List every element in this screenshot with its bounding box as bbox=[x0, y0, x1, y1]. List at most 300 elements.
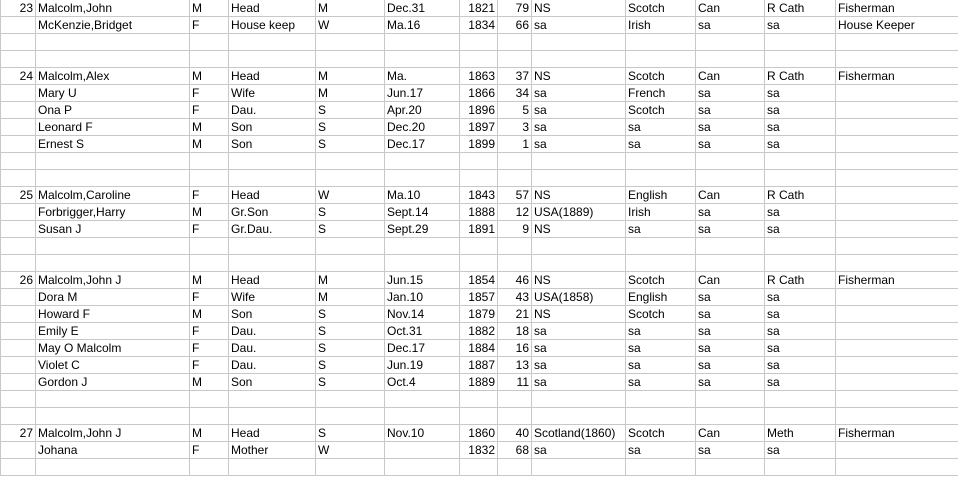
cell-nationality[interactable]: sa bbox=[696, 102, 765, 119]
cell-marital-status[interactable] bbox=[316, 238, 385, 255]
cell-relation[interactable]: Wife bbox=[229, 85, 316, 102]
cell-birth-date[interactable]: Dec.17 bbox=[385, 340, 460, 357]
cell-marital-status[interactable] bbox=[316, 170, 385, 187]
cell-origin[interactable] bbox=[626, 408, 696, 425]
cell-household-number[interactable] bbox=[1, 51, 36, 68]
cell-relation[interactable]: Son bbox=[229, 119, 316, 136]
cell-relation[interactable]: Dau. bbox=[229, 357, 316, 374]
cell-birth-date[interactable]: Dec.20 bbox=[385, 119, 460, 136]
cell-occupation[interactable] bbox=[836, 442, 958, 459]
cell-name[interactable]: Violet C bbox=[36, 357, 190, 374]
cell-nationality[interactable] bbox=[696, 408, 765, 425]
cell-origin[interactable]: English bbox=[626, 289, 696, 306]
cell-marital-status[interactable] bbox=[316, 391, 385, 408]
cell-household-number[interactable] bbox=[1, 306, 36, 323]
cell-birth-date[interactable]: Jun.17 bbox=[385, 85, 460, 102]
cell-sex[interactable]: F bbox=[190, 357, 229, 374]
cell-birth-date[interactable]: Oct.31 bbox=[385, 323, 460, 340]
cell-age[interactable]: 37 bbox=[498, 68, 532, 85]
cell-nationality[interactable] bbox=[696, 255, 765, 272]
cell-origin[interactable]: Irish bbox=[626, 204, 696, 221]
cell-marital-status[interactable]: S bbox=[316, 102, 385, 119]
cell-age[interactable] bbox=[498, 391, 532, 408]
cell-birthplace[interactable] bbox=[532, 459, 626, 476]
cell-birthplace[interactable]: sa bbox=[532, 442, 626, 459]
cell-nationality[interactable] bbox=[696, 238, 765, 255]
cell-occupation[interactable] bbox=[836, 238, 958, 255]
cell-name[interactable]: Malcolm,Alex bbox=[36, 68, 190, 85]
cell-relation[interactable]: House keep bbox=[229, 17, 316, 34]
cell-age[interactable]: 66 bbox=[498, 17, 532, 34]
cell-occupation[interactable] bbox=[836, 51, 958, 68]
cell-sex[interactable] bbox=[190, 391, 229, 408]
cell-birthplace[interactable]: USA(1858) bbox=[532, 289, 626, 306]
cell-relation[interactable]: Wife bbox=[229, 289, 316, 306]
cell-religion[interactable] bbox=[765, 51, 836, 68]
cell-household-number[interactable] bbox=[1, 459, 36, 476]
cell-nationality[interactable]: Can bbox=[696, 272, 765, 289]
cell-birthplace[interactable]: sa bbox=[532, 85, 626, 102]
cell-age[interactable]: 40 bbox=[498, 425, 532, 442]
cell-marital-status[interactable] bbox=[316, 51, 385, 68]
cell-household-number[interactable] bbox=[1, 374, 36, 391]
cell-birth-year[interactable]: 1889 bbox=[460, 374, 498, 391]
cell-birth-year[interactable]: 1882 bbox=[460, 323, 498, 340]
cell-birthplace[interactable]: sa bbox=[532, 17, 626, 34]
cell-name[interactable] bbox=[36, 51, 190, 68]
cell-nationality[interactable]: sa bbox=[696, 221, 765, 238]
cell-household-number[interactable] bbox=[1, 255, 36, 272]
cell-occupation[interactable]: Fisherman bbox=[836, 272, 958, 289]
cell-religion[interactable] bbox=[765, 153, 836, 170]
cell-birthplace[interactable]: NS bbox=[532, 187, 626, 204]
cell-nationality[interactable]: sa bbox=[696, 323, 765, 340]
cell-age[interactable]: 11 bbox=[498, 374, 532, 391]
cell-birthplace[interactable] bbox=[532, 255, 626, 272]
cell-occupation[interactable] bbox=[836, 170, 958, 187]
cell-sex[interactable] bbox=[190, 459, 229, 476]
cell-household-number[interactable] bbox=[1, 340, 36, 357]
cell-occupation[interactable] bbox=[836, 459, 958, 476]
cell-name[interactable]: Mary U bbox=[36, 85, 190, 102]
cell-household-number[interactable] bbox=[1, 17, 36, 34]
cell-birthplace[interactable] bbox=[532, 153, 626, 170]
cell-birthplace[interactable]: sa bbox=[532, 323, 626, 340]
cell-origin[interactable]: sa bbox=[626, 374, 696, 391]
cell-birth-date[interactable] bbox=[385, 408, 460, 425]
cell-origin[interactable] bbox=[626, 255, 696, 272]
cell-sex[interactable]: F bbox=[190, 85, 229, 102]
cell-religion[interactable] bbox=[765, 170, 836, 187]
cell-nationality[interactable]: sa bbox=[696, 204, 765, 221]
cell-marital-status[interactable]: S bbox=[316, 306, 385, 323]
cell-nationality[interactable]: sa bbox=[696, 119, 765, 136]
cell-sex[interactable] bbox=[190, 408, 229, 425]
cell-name[interactable]: Susan J bbox=[36, 221, 190, 238]
cell-birthplace[interactable]: Scotland(1860) bbox=[532, 425, 626, 442]
cell-religion[interactable]: sa bbox=[765, 221, 836, 238]
cell-sex[interactable] bbox=[190, 51, 229, 68]
cell-age[interactable]: 16 bbox=[498, 340, 532, 357]
cell-name[interactable] bbox=[36, 34, 190, 51]
cell-origin[interactable]: sa bbox=[626, 136, 696, 153]
cell-occupation[interactable] bbox=[836, 85, 958, 102]
cell-birth-date[interactable]: Dec.17 bbox=[385, 136, 460, 153]
cell-age[interactable] bbox=[498, 153, 532, 170]
cell-nationality[interactable] bbox=[696, 51, 765, 68]
cell-age[interactable]: 34 bbox=[498, 85, 532, 102]
cell-name[interactable]: Howard F bbox=[36, 306, 190, 323]
cell-birth-date[interactable]: Sept.29 bbox=[385, 221, 460, 238]
cell-marital-status[interactable]: S bbox=[316, 204, 385, 221]
cell-marital-status[interactable]: M bbox=[316, 272, 385, 289]
cell-origin[interactable]: French bbox=[626, 85, 696, 102]
cell-occupation[interactable] bbox=[836, 102, 958, 119]
cell-birth-year[interactable]: 1899 bbox=[460, 136, 498, 153]
cell-religion[interactable]: sa bbox=[765, 323, 836, 340]
cell-religion[interactable]: sa bbox=[765, 306, 836, 323]
cell-occupation[interactable] bbox=[836, 374, 958, 391]
cell-religion[interactable]: sa bbox=[765, 357, 836, 374]
cell-relation[interactable]: Gr.Dau. bbox=[229, 221, 316, 238]
cell-sex[interactable]: M bbox=[190, 204, 229, 221]
cell-sex[interactable] bbox=[190, 255, 229, 272]
cell-birth-date[interactable]: Sept.14 bbox=[385, 204, 460, 221]
cell-marital-status[interactable] bbox=[316, 459, 385, 476]
cell-relation[interactable] bbox=[229, 391, 316, 408]
cell-nationality[interactable]: Can bbox=[696, 187, 765, 204]
cell-nationality[interactable]: sa bbox=[696, 136, 765, 153]
cell-sex[interactable]: M bbox=[190, 425, 229, 442]
cell-household-number[interactable] bbox=[1, 408, 36, 425]
cell-birth-date[interactable] bbox=[385, 255, 460, 272]
cell-origin[interactable]: Scotch bbox=[626, 425, 696, 442]
cell-occupation[interactable] bbox=[836, 289, 958, 306]
cell-relation[interactable] bbox=[229, 255, 316, 272]
cell-sex[interactable] bbox=[190, 238, 229, 255]
cell-household-number[interactable]: 23 bbox=[1, 0, 36, 17]
cell-sex[interactable]: F bbox=[190, 187, 229, 204]
cell-birthplace[interactable]: NS bbox=[532, 0, 626, 17]
cell-birth-year[interactable]: 1866 bbox=[460, 85, 498, 102]
cell-nationality[interactable]: sa bbox=[696, 340, 765, 357]
cell-nationality[interactable]: sa bbox=[696, 306, 765, 323]
cell-nationality[interactable]: sa bbox=[696, 442, 765, 459]
cell-age[interactable]: 5 bbox=[498, 102, 532, 119]
cell-name[interactable]: Dora M bbox=[36, 289, 190, 306]
cell-nationality[interactable] bbox=[696, 459, 765, 476]
cell-relation[interactable]: Dau. bbox=[229, 340, 316, 357]
cell-marital-status[interactable] bbox=[316, 255, 385, 272]
cell-birth-year[interactable] bbox=[460, 459, 498, 476]
cell-age[interactable]: 18 bbox=[498, 323, 532, 340]
cell-age[interactable]: 68 bbox=[498, 442, 532, 459]
cell-origin[interactable]: English bbox=[626, 187, 696, 204]
cell-origin[interactable] bbox=[626, 153, 696, 170]
cell-occupation[interactable]: Fisherman bbox=[836, 68, 958, 85]
cell-birth-date[interactable]: Dec.31 bbox=[385, 0, 460, 17]
cell-origin[interactable] bbox=[626, 170, 696, 187]
cell-origin[interactable]: sa bbox=[626, 340, 696, 357]
cell-marital-status[interactable]: W bbox=[316, 442, 385, 459]
cell-sex[interactable] bbox=[190, 153, 229, 170]
cell-nationality[interactable] bbox=[696, 170, 765, 187]
cell-origin[interactable] bbox=[626, 34, 696, 51]
cell-age[interactable]: 9 bbox=[498, 221, 532, 238]
cell-name[interactable]: Ona P bbox=[36, 102, 190, 119]
cell-birth-date[interactable]: Nov.10 bbox=[385, 425, 460, 442]
cell-birthplace[interactable]: NS bbox=[532, 68, 626, 85]
cell-birth-date[interactable] bbox=[385, 442, 460, 459]
cell-religion[interactable]: sa bbox=[765, 136, 836, 153]
cell-religion[interactable]: R Cath bbox=[765, 68, 836, 85]
cell-birth-year[interactable]: 1857 bbox=[460, 289, 498, 306]
cell-birth-year[interactable]: 1821 bbox=[460, 0, 498, 17]
cell-relation[interactable] bbox=[229, 170, 316, 187]
cell-age[interactable] bbox=[498, 34, 532, 51]
cell-nationality[interactable] bbox=[696, 391, 765, 408]
cell-birth-year[interactable]: 1891 bbox=[460, 221, 498, 238]
cell-sex[interactable]: M bbox=[190, 0, 229, 17]
cell-name[interactable] bbox=[36, 255, 190, 272]
cell-birth-year[interactable] bbox=[460, 153, 498, 170]
cell-occupation[interactable] bbox=[836, 391, 958, 408]
cell-birth-year[interactable] bbox=[460, 238, 498, 255]
cell-occupation[interactable] bbox=[836, 340, 958, 357]
cell-marital-status[interactable] bbox=[316, 408, 385, 425]
cell-religion[interactable] bbox=[765, 459, 836, 476]
cell-origin[interactable]: sa bbox=[626, 323, 696, 340]
cell-sex[interactable]: M bbox=[190, 136, 229, 153]
cell-birth-year[interactable]: 1854 bbox=[460, 272, 498, 289]
cell-name[interactable]: Malcolm,John J bbox=[36, 425, 190, 442]
cell-name[interactable] bbox=[36, 170, 190, 187]
cell-birthplace[interactable]: sa bbox=[532, 374, 626, 391]
cell-marital-status[interactable]: S bbox=[316, 374, 385, 391]
cell-religion[interactable]: sa bbox=[765, 102, 836, 119]
cell-household-number[interactable]: 26 bbox=[1, 272, 36, 289]
cell-name[interactable]: Forbrigger,Harry bbox=[36, 204, 190, 221]
cell-occupation[interactable] bbox=[836, 136, 958, 153]
cell-birth-year[interactable]: 1843 bbox=[460, 187, 498, 204]
cell-age[interactable] bbox=[498, 408, 532, 425]
cell-occupation[interactable] bbox=[836, 119, 958, 136]
cell-birthplace[interactable]: sa bbox=[532, 340, 626, 357]
cell-marital-status[interactable]: S bbox=[316, 425, 385, 442]
cell-marital-status[interactable] bbox=[316, 153, 385, 170]
cell-relation[interactable]: Head bbox=[229, 272, 316, 289]
cell-birth-year[interactable]: 1897 bbox=[460, 119, 498, 136]
cell-name[interactable] bbox=[36, 391, 190, 408]
cell-household-number[interactable] bbox=[1, 323, 36, 340]
cell-birth-year[interactable]: 1860 bbox=[460, 425, 498, 442]
cell-origin[interactable] bbox=[626, 51, 696, 68]
cell-marital-status[interactable]: S bbox=[316, 323, 385, 340]
cell-household-number[interactable] bbox=[1, 85, 36, 102]
cell-birth-year[interactable]: 1879 bbox=[460, 306, 498, 323]
cell-religion[interactable]: R Cath bbox=[765, 272, 836, 289]
cell-occupation[interactable] bbox=[836, 255, 958, 272]
cell-relation[interactable]: Dau. bbox=[229, 102, 316, 119]
cell-household-number[interactable] bbox=[1, 136, 36, 153]
cell-marital-status[interactable]: S bbox=[316, 136, 385, 153]
cell-household-number[interactable] bbox=[1, 289, 36, 306]
cell-relation[interactable] bbox=[229, 459, 316, 476]
cell-relation[interactable]: Gr.Son bbox=[229, 204, 316, 221]
cell-occupation[interactable] bbox=[836, 306, 958, 323]
cell-birth-date[interactable]: Jan.10 bbox=[385, 289, 460, 306]
cell-nationality[interactable]: Can bbox=[696, 0, 765, 17]
cell-name[interactable]: Leonard F bbox=[36, 119, 190, 136]
cell-birthplace[interactable]: USA(1889) bbox=[532, 204, 626, 221]
cell-relation[interactable]: Son bbox=[229, 136, 316, 153]
cell-nationality[interactable]: sa bbox=[696, 85, 765, 102]
cell-birth-year[interactable] bbox=[460, 255, 498, 272]
cell-birth-date[interactable]: Apr.20 bbox=[385, 102, 460, 119]
cell-household-number[interactable] bbox=[1, 34, 36, 51]
cell-religion[interactable] bbox=[765, 408, 836, 425]
cell-birth-date[interactable]: Jun.19 bbox=[385, 357, 460, 374]
cell-birth-year[interactable]: 1884 bbox=[460, 340, 498, 357]
cell-household-number[interactable] bbox=[1, 442, 36, 459]
cell-origin[interactable] bbox=[626, 459, 696, 476]
cell-religion[interactable]: sa bbox=[765, 119, 836, 136]
cell-occupation[interactable]: House Keeper bbox=[836, 17, 958, 34]
cell-birthplace[interactable]: sa bbox=[532, 119, 626, 136]
cell-origin[interactable]: sa bbox=[626, 357, 696, 374]
cell-occupation[interactable] bbox=[836, 153, 958, 170]
cell-origin[interactable]: Scotch bbox=[626, 102, 696, 119]
cell-nationality[interactable]: sa bbox=[696, 289, 765, 306]
cell-sex[interactable]: F bbox=[190, 289, 229, 306]
cell-religion[interactable]: sa bbox=[765, 374, 836, 391]
cell-age[interactable] bbox=[498, 170, 532, 187]
cell-name[interactable] bbox=[36, 408, 190, 425]
cell-nationality[interactable]: sa bbox=[696, 374, 765, 391]
cell-birth-year[interactable] bbox=[460, 391, 498, 408]
cell-nationality[interactable] bbox=[696, 153, 765, 170]
cell-sex[interactable]: F bbox=[190, 102, 229, 119]
cell-birthplace[interactable]: NS bbox=[532, 272, 626, 289]
cell-birth-date[interactable] bbox=[385, 153, 460, 170]
cell-birth-date[interactable]: Nov.14 bbox=[385, 306, 460, 323]
cell-birthplace[interactable] bbox=[532, 170, 626, 187]
cell-relation[interactable]: Son bbox=[229, 374, 316, 391]
cell-religion[interactable]: sa bbox=[765, 289, 836, 306]
cell-age[interactable]: 43 bbox=[498, 289, 532, 306]
cell-marital-status[interactable]: M bbox=[316, 68, 385, 85]
cell-household-number[interactable] bbox=[1, 238, 36, 255]
cell-birthplace[interactable]: NS bbox=[532, 221, 626, 238]
cell-religion[interactable]: sa bbox=[765, 204, 836, 221]
cell-name[interactable]: Malcolm,Caroline bbox=[36, 187, 190, 204]
cell-birth-year[interactable] bbox=[460, 34, 498, 51]
cell-household-number[interactable] bbox=[1, 221, 36, 238]
cell-relation[interactable]: Head bbox=[229, 0, 316, 17]
cell-origin[interactable]: Scotch bbox=[626, 272, 696, 289]
cell-sex[interactable]: F bbox=[190, 221, 229, 238]
cell-birthplace[interactable]: sa bbox=[532, 136, 626, 153]
cell-nationality[interactable]: sa bbox=[696, 17, 765, 34]
cell-name[interactable]: Malcolm,John bbox=[36, 0, 190, 17]
cell-age[interactable] bbox=[498, 255, 532, 272]
cell-relation[interactable] bbox=[229, 238, 316, 255]
cell-birthplace[interactable] bbox=[532, 238, 626, 255]
cell-relation[interactable]: Head bbox=[229, 68, 316, 85]
cell-age[interactable]: 12 bbox=[498, 204, 532, 221]
cell-relation[interactable]: Mother bbox=[229, 442, 316, 459]
cell-marital-status[interactable]: M bbox=[316, 85, 385, 102]
cell-age[interactable]: 57 bbox=[498, 187, 532, 204]
cell-birth-year[interactable]: 1834 bbox=[460, 17, 498, 34]
cell-relation[interactable] bbox=[229, 51, 316, 68]
cell-sex[interactable]: F bbox=[190, 17, 229, 34]
cell-nationality[interactable]: Can bbox=[696, 425, 765, 442]
cell-sex[interactable]: M bbox=[190, 119, 229, 136]
cell-age[interactable]: 79 bbox=[498, 0, 532, 17]
cell-relation[interactable] bbox=[229, 34, 316, 51]
cell-relation[interactable]: Head bbox=[229, 187, 316, 204]
cell-age[interactable]: 1 bbox=[498, 136, 532, 153]
cell-birth-year[interactable] bbox=[460, 408, 498, 425]
cell-occupation[interactable] bbox=[836, 204, 958, 221]
cell-religion[interactable]: sa bbox=[765, 340, 836, 357]
cell-religion[interactable] bbox=[765, 255, 836, 272]
cell-household-number[interactable]: 25 bbox=[1, 187, 36, 204]
cell-nationality[interactable]: Can bbox=[696, 68, 765, 85]
cell-age[interactable]: 13 bbox=[498, 357, 532, 374]
cell-religion[interactable]: Meth bbox=[765, 425, 836, 442]
cell-birth-year[interactable]: 1832 bbox=[460, 442, 498, 459]
cell-household-number[interactable] bbox=[1, 170, 36, 187]
cell-birthplace[interactable]: sa bbox=[532, 102, 626, 119]
cell-birthplace[interactable] bbox=[532, 408, 626, 425]
cell-relation[interactable]: Dau. bbox=[229, 323, 316, 340]
cell-name[interactable]: McKenzie,Bridget bbox=[36, 17, 190, 34]
cell-origin[interactable]: Scotch bbox=[626, 68, 696, 85]
cell-religion[interactable] bbox=[765, 391, 836, 408]
cell-origin[interactable]: Irish bbox=[626, 17, 696, 34]
cell-origin[interactable]: sa bbox=[626, 442, 696, 459]
cell-marital-status[interactable]: S bbox=[316, 340, 385, 357]
cell-origin[interactable]: Scotch bbox=[626, 306, 696, 323]
cell-marital-status[interactable] bbox=[316, 34, 385, 51]
cell-sex[interactable]: F bbox=[190, 340, 229, 357]
cell-birth-date[interactable] bbox=[385, 51, 460, 68]
cell-household-number[interactable] bbox=[1, 119, 36, 136]
cell-name[interactable] bbox=[36, 459, 190, 476]
cell-occupation[interactable]: Fisherman bbox=[836, 0, 958, 17]
cell-age[interactable]: 3 bbox=[498, 119, 532, 136]
cell-name[interactable]: Ernest S bbox=[36, 136, 190, 153]
cell-occupation[interactable] bbox=[836, 34, 958, 51]
cell-birth-date[interactable] bbox=[385, 459, 460, 476]
cell-occupation[interactable] bbox=[836, 357, 958, 374]
cell-marital-status[interactable]: S bbox=[316, 221, 385, 238]
cell-origin[interactable] bbox=[626, 238, 696, 255]
cell-origin[interactable]: Scotch bbox=[626, 0, 696, 17]
cell-birth-date[interactable]: Oct.4 bbox=[385, 374, 460, 391]
cell-household-number[interactable] bbox=[1, 391, 36, 408]
cell-occupation[interactable] bbox=[836, 187, 958, 204]
cell-name[interactable]: Johana bbox=[36, 442, 190, 459]
cell-birthplace[interactable] bbox=[532, 391, 626, 408]
cell-household-number[interactable] bbox=[1, 153, 36, 170]
cell-sex[interactable]: F bbox=[190, 442, 229, 459]
cell-birth-date[interactable]: Ma. bbox=[385, 68, 460, 85]
cell-birth-year[interactable]: 1887 bbox=[460, 357, 498, 374]
cell-marital-status[interactable]: W bbox=[316, 17, 385, 34]
